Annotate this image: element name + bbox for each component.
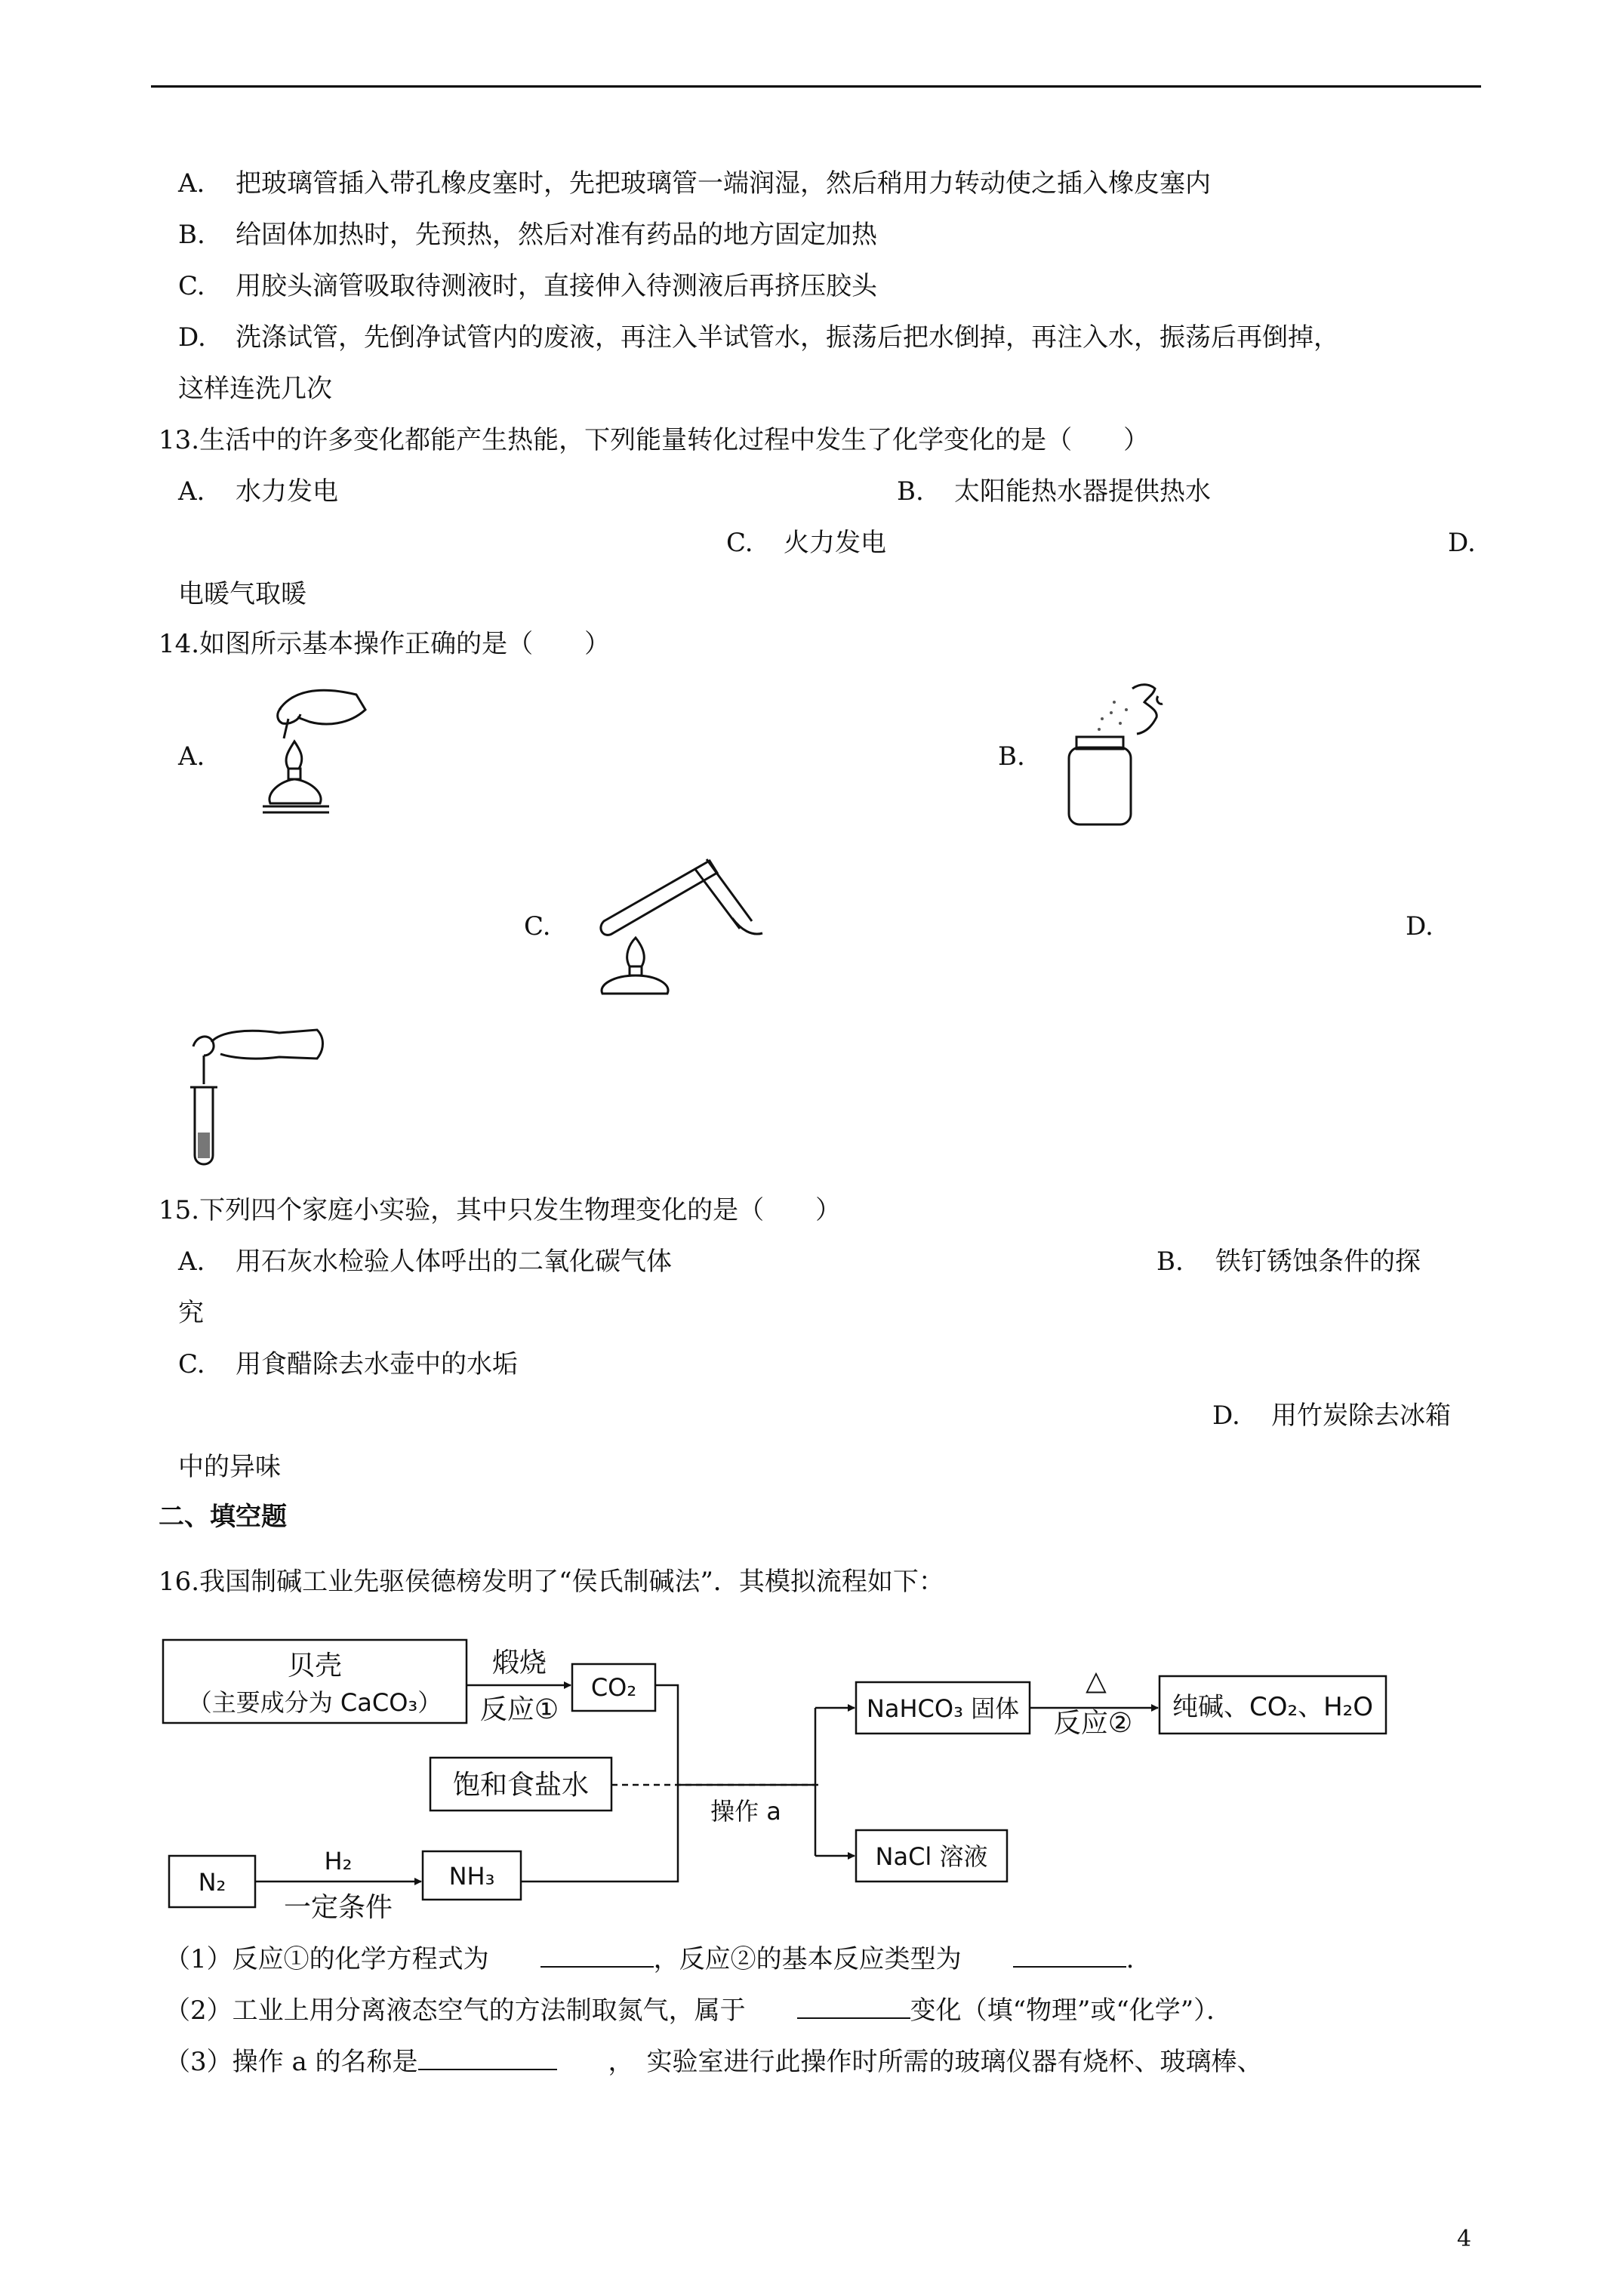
nahco3-label: NaHCO₃ 固体 bbox=[866, 1694, 1020, 1723]
smelling-gas-picture bbox=[1057, 680, 1185, 827]
answer-blank[interactable] bbox=[418, 2046, 557, 2070]
q15-option-d-continuation: 中的异味 bbox=[178, 1452, 281, 1482]
q13-option-d-letter: D. bbox=[1448, 528, 1476, 558]
page-number: 4 bbox=[1457, 2226, 1472, 2252]
process-flow-diagram bbox=[157, 1629, 1395, 1931]
q16-sub1-text-a: （1）反应①的化学方程式为 bbox=[165, 1944, 489, 1974]
calcine-label: 煅烧 bbox=[491, 1647, 547, 1678]
q12-option-b-text: 给固体加热时，先预热，然后对准有药品的地方固定加热 bbox=[236, 220, 877, 250]
operation-a-label: 操作 a bbox=[710, 1797, 781, 1826]
q13-stem: 13.生活中的许多变化都能产生热能，下列能量转化过程中发生了化学变化的是（ ） bbox=[159, 425, 1150, 455]
heat-symbol: △ bbox=[1086, 1666, 1107, 1697]
q12-option-c-text: 用胶头滴管吸取待测液时，直接伸入待测液后再挤压胶头 bbox=[236, 271, 877, 301]
q16-sub2-text-a: （2）工业上用分离液态空气的方法制取氮气，属于 bbox=[165, 1996, 746, 2026]
q14-stem: 14.如图所示基本操作正确的是（ ） bbox=[159, 629, 611, 659]
q16-sub3 bbox=[165, 2045, 1263, 2079]
q16-stem: 16.我国制碱工业先驱侯德榜发明了“侯氏制碱法”．其模拟流程如下： bbox=[159, 1567, 944, 1597]
q12-option-a-letter: A. bbox=[178, 168, 205, 199]
brine-label: 饱和食盐水 bbox=[452, 1770, 590, 1801]
products-label: 纯碱、CO₂、H₂O bbox=[1172, 1692, 1374, 1722]
answer-blank[interactable] bbox=[1013, 1943, 1126, 1968]
q14-option-d-letter: D. bbox=[1406, 911, 1434, 942]
condition-label: 一定条件 bbox=[283, 1892, 393, 1923]
h2-label: H₂ bbox=[324, 1847, 353, 1875]
q15-option-d-letter: D. bbox=[1212, 1401, 1240, 1431]
dropper-adding-liquid-picture bbox=[166, 1019, 332, 1170]
q12-option-b-letter: B. bbox=[178, 220, 205, 250]
q12-option-d-text: 洗涤试管，先倒净试管内的废液，再注入半试管水，振荡后把水倒掉，再注入水，振荡后再倒掉， bbox=[236, 322, 1339, 353]
section-title: 二、填空题 bbox=[159, 1502, 287, 1532]
q15-option-a-letter: A. bbox=[178, 1247, 205, 1277]
co2-label: CO₂ bbox=[590, 1673, 637, 1702]
q13-option-c-text: 火力发电 bbox=[784, 528, 886, 558]
reaction1-label: 反应① bbox=[479, 1694, 559, 1725]
q13-option-a-text: 水力发电 bbox=[236, 476, 338, 507]
q14-option-c-letter: C. bbox=[524, 911, 551, 942]
q13-option-c-letter: C. bbox=[726, 528, 753, 558]
heating-test-tube-picture bbox=[581, 846, 770, 1000]
shell-composition-label: （主要成分为 CaCO₃） bbox=[187, 1688, 442, 1717]
alcohol-lamp-lighting-picture bbox=[236, 680, 371, 819]
q13-option-b-letter: B. bbox=[897, 476, 924, 507]
nh3-label: NH₃ bbox=[448, 1862, 495, 1891]
header-rule bbox=[151, 85, 1481, 88]
q16-sub2-text-b: 变化（填“物理”或“化学”）． bbox=[910, 1996, 1233, 2026]
q15-option-c-letter: C. bbox=[178, 1349, 205, 1379]
q13-option-b-text: 太阳能热水器提供热水 bbox=[954, 476, 1211, 507]
reaction2-label: 反应② bbox=[1053, 1708, 1133, 1739]
q14-option-a-letter: A. bbox=[178, 741, 205, 772]
q12-option-a-text: 把玻璃管插入带孔橡皮塞时，先把玻璃管一端润湿，然后稍用力转动使之插入橡皮塞内 bbox=[236, 168, 1211, 199]
n2-label: N₂ bbox=[198, 1868, 226, 1897]
q16-sub1 bbox=[165, 1943, 1134, 1976]
q16-sub3-text-a: （3）操作 a 的名称是 bbox=[165, 2047, 418, 2077]
q14-option-b-letter: B. bbox=[998, 741, 1025, 772]
q16-sub1-end: . bbox=[1126, 1944, 1135, 1974]
q12-option-c-letter: C. bbox=[178, 271, 205, 301]
q13-option-d-text: 电暖气取暖 bbox=[178, 579, 306, 609]
q13-option-a-letter: A. bbox=[178, 476, 205, 507]
q15-option-a-text: 用石灰水检验人体呼出的二氧化碳气体 bbox=[236, 1247, 672, 1277]
q16-sub3-text-b: ， 实验室进行此操作时所需的玻璃仪器有烧杯、玻璃棒、 bbox=[608, 2047, 1263, 2077]
q15-option-b-letter: B. bbox=[1156, 1247, 1184, 1277]
q15-option-b-continuation: 究 bbox=[178, 1298, 204, 1328]
shell-label: 贝壳 bbox=[287, 1650, 343, 1681]
answer-blank[interactable] bbox=[540, 1943, 654, 1968]
q15-stem: 15.下列四个家庭小实验，其中只发生物理变化的是（ ） bbox=[159, 1195, 842, 1225]
q16-sub1-text-b: ，反应②的基本反应类型为 bbox=[653, 1944, 962, 1974]
nacl-label: NaCl 溶液 bbox=[875, 1842, 988, 1871]
q15-option-c-text: 用食醋除去水壶中的水垢 bbox=[236, 1349, 518, 1379]
q15-option-b-text: 铁钉锈蚀条件的探 bbox=[1215, 1247, 1421, 1277]
q12-option-d-continuation: 这样连洗几次 bbox=[178, 374, 332, 404]
q12-option-d-letter: D. bbox=[178, 322, 206, 353]
q15-option-d-text: 用竹炭除去冰箱 bbox=[1271, 1401, 1451, 1431]
answer-blank[interactable] bbox=[797, 1995, 910, 2019]
q16-sub2 bbox=[165, 1994, 1232, 2027]
